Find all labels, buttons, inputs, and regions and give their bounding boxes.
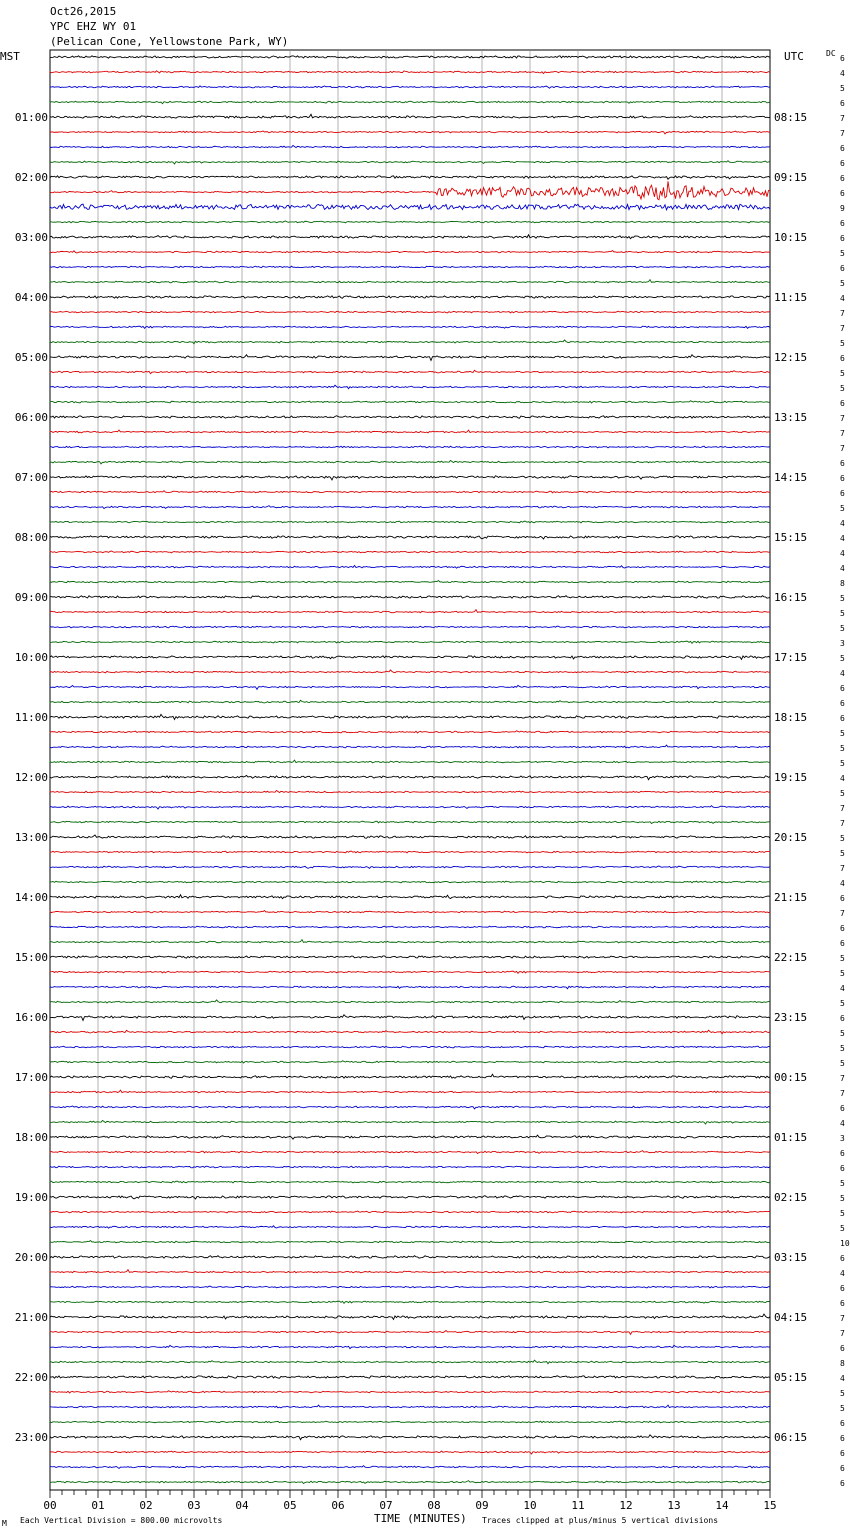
x-tick-label: 03 bbox=[187, 1499, 201, 1512]
dc-value: 7 bbox=[840, 324, 845, 333]
dc-value: 5 bbox=[840, 744, 845, 753]
dc-value: 7 bbox=[840, 129, 845, 138]
trace-row-54 bbox=[50, 866, 770, 868]
dc-value: 5 bbox=[840, 279, 845, 288]
trace-row-72 bbox=[50, 1135, 770, 1139]
mst-hour-label: 15:00 bbox=[14, 951, 48, 964]
trace-row-69 bbox=[50, 1090, 770, 1093]
utc-hour-label: 19:15 bbox=[774, 771, 808, 784]
trace-row-22 bbox=[50, 385, 770, 388]
trace-row-8 bbox=[50, 176, 770, 179]
trace-row-13 bbox=[50, 251, 770, 254]
x-tick-label: 11 bbox=[571, 1499, 585, 1512]
mst-hour-label: 17:00 bbox=[14, 1071, 48, 1084]
trace-row-59 bbox=[50, 940, 770, 943]
x-tick-label: 15 bbox=[763, 1499, 777, 1512]
trace-row-79 bbox=[50, 1241, 770, 1243]
dc-value: 6 bbox=[840, 234, 845, 243]
trace-row-35 bbox=[50, 581, 770, 583]
trace-row-48 bbox=[50, 775, 770, 779]
mst-hour-label: 10:00 bbox=[14, 651, 48, 664]
mst-hour-label: 09:00 bbox=[14, 591, 48, 604]
trace-row-65 bbox=[50, 1030, 770, 1033]
dc-value: 5 bbox=[840, 1389, 845, 1398]
x-tick-label: 10 bbox=[523, 1499, 537, 1512]
dc-value: 4 bbox=[840, 549, 845, 558]
dc-value: 5 bbox=[840, 954, 845, 963]
dc-value: 6 bbox=[840, 189, 845, 198]
trace-row-11 bbox=[50, 221, 770, 223]
utc-hour-label: 03:15 bbox=[774, 1251, 808, 1264]
dc-value: 5 bbox=[840, 504, 845, 513]
trace-row-57 bbox=[50, 911, 770, 913]
trace-row-76 bbox=[50, 1196, 770, 1199]
trace-row-85 bbox=[50, 1330, 770, 1334]
mst-hour-label: 02:00 bbox=[14, 171, 48, 184]
mst-hour-label: 22:00 bbox=[14, 1371, 48, 1384]
dc-value: 6 bbox=[840, 1464, 845, 1473]
x-tick-label: 14 bbox=[715, 1499, 729, 1512]
dc-value: 8 bbox=[840, 1359, 845, 1368]
dc-value: 4 bbox=[840, 1269, 845, 1278]
trace-row-50 bbox=[50, 806, 770, 809]
station-code: YPC EHZ WY 01 bbox=[50, 20, 137, 33]
utc-hour-label: 21:15 bbox=[774, 891, 808, 904]
trace-row-15 bbox=[50, 280, 770, 283]
trace-row-42 bbox=[50, 685, 770, 689]
dc-value: 7 bbox=[840, 1089, 845, 1098]
trace-row-62 bbox=[50, 986, 770, 989]
trace-row-43 bbox=[50, 700, 770, 703]
dc-value: 5 bbox=[840, 1044, 845, 1053]
dc-value: 6 bbox=[840, 99, 845, 108]
dc-value: 6 bbox=[840, 459, 845, 468]
dc-value: 5 bbox=[840, 384, 845, 393]
trace-row-70 bbox=[50, 1106, 770, 1109]
trace-row-45 bbox=[50, 731, 770, 733]
mst-hour-label: 18:00 bbox=[14, 1131, 48, 1144]
trace-row-73 bbox=[50, 1151, 770, 1154]
dc-value: 4 bbox=[840, 879, 845, 888]
clipping-note: Traces clipped at plus/minus 5 vertical divisions bbox=[482, 1516, 719, 1525]
trace-row-86 bbox=[50, 1345, 770, 1348]
mst-hour-label: 07:00 bbox=[14, 471, 48, 484]
trace-row-80 bbox=[50, 1256, 770, 1258]
mst-hour-label: 13:00 bbox=[14, 831, 48, 844]
trace-row-2 bbox=[50, 86, 770, 88]
trace-row-25 bbox=[50, 430, 770, 433]
utc-hour-label: 05:15 bbox=[774, 1371, 808, 1384]
trace-row-27 bbox=[50, 460, 770, 463]
dc-value: 6 bbox=[840, 1284, 845, 1293]
x-tick-label: 01 bbox=[91, 1499, 105, 1512]
utc-hour-label: 04:15 bbox=[774, 1311, 808, 1324]
trace-row-38 bbox=[50, 626, 770, 628]
dc-value: 7 bbox=[840, 819, 845, 828]
trace-row-92 bbox=[50, 1435, 770, 1440]
x-tick-label: 12 bbox=[619, 1499, 633, 1512]
dc-value: 6 bbox=[840, 1014, 845, 1023]
mst-hour-label: 08:00 bbox=[14, 531, 48, 544]
x-tick-label: 02 bbox=[139, 1499, 153, 1512]
trace-row-66 bbox=[50, 1046, 770, 1048]
dc-value: 9 bbox=[840, 204, 845, 213]
dc-value: 5 bbox=[840, 369, 845, 378]
dc-value: 4 bbox=[840, 564, 845, 573]
dc-value: 6 bbox=[840, 1254, 845, 1263]
trace-row-78 bbox=[50, 1226, 770, 1228]
trace-row-7 bbox=[50, 161, 770, 164]
dc-value: 7 bbox=[840, 1314, 845, 1323]
dc-value: 6 bbox=[840, 894, 845, 903]
dc-value: 6 bbox=[840, 399, 845, 408]
dc-value: 5 bbox=[840, 1209, 845, 1218]
dc-value: 7 bbox=[840, 444, 845, 453]
trace-row-67 bbox=[50, 1061, 770, 1063]
trace-row-87 bbox=[50, 1360, 770, 1363]
trace-row-95 bbox=[50, 1481, 770, 1484]
dc-value: 6 bbox=[840, 54, 845, 63]
trace-row-81 bbox=[50, 1270, 770, 1273]
dc-value: 6 bbox=[840, 1299, 845, 1308]
trace-row-9 bbox=[50, 181, 770, 199]
utc-hour-label: 11:15 bbox=[774, 291, 808, 304]
mst-hour-label: 16:00 bbox=[14, 1011, 48, 1024]
dc-value: 5 bbox=[840, 594, 845, 603]
mst-hour-label: 11:00 bbox=[14, 711, 48, 724]
dc-value: 5 bbox=[840, 609, 845, 618]
trace-row-75 bbox=[50, 1181, 770, 1183]
dc-value: 8 bbox=[840, 579, 845, 588]
x-tick-label: 13 bbox=[667, 1499, 681, 1512]
mst-hour-label: 06:00 bbox=[14, 411, 48, 424]
trace-row-91 bbox=[50, 1421, 770, 1423]
utc-hour-label: 12:15 bbox=[774, 351, 808, 364]
trace-row-12 bbox=[50, 235, 770, 239]
trace-row-21 bbox=[50, 370, 770, 373]
dc-value: 5 bbox=[840, 1404, 845, 1413]
utc-hour-label: 23:15 bbox=[774, 1011, 808, 1024]
trace-row-39 bbox=[50, 641, 770, 643]
trace-row-34 bbox=[50, 565, 770, 568]
right-timezone-label: UTC bbox=[784, 50, 804, 63]
trace-row-18 bbox=[50, 326, 770, 328]
trace-row-93 bbox=[50, 1451, 770, 1454]
trace-row-41 bbox=[50, 670, 770, 673]
x-axis-title: TIME (MINUTES) bbox=[374, 1512, 467, 1525]
trace-row-0 bbox=[50, 56, 770, 58]
dc-value: 6 bbox=[840, 1164, 845, 1173]
dc-value: 5 bbox=[840, 1194, 845, 1203]
dc-value: 6 bbox=[840, 684, 845, 693]
trace-row-37 bbox=[50, 610, 770, 613]
mst-hour-label: 01:00 bbox=[14, 111, 48, 124]
dc-column-label: DC bbox=[826, 49, 836, 58]
dc-value: 6 bbox=[840, 144, 845, 153]
dc-value: 7 bbox=[840, 414, 845, 423]
utc-hour-label: 00:15 bbox=[774, 1071, 808, 1084]
dc-value: 5 bbox=[840, 339, 845, 348]
dc-value: 5 bbox=[840, 834, 845, 843]
trace-row-29 bbox=[50, 491, 770, 493]
trace-row-61 bbox=[50, 971, 770, 973]
trace-row-10 bbox=[50, 204, 770, 210]
dc-value: 6 bbox=[840, 159, 845, 168]
trace-row-71 bbox=[50, 1120, 770, 1124]
mst-hour-label: 23:00 bbox=[14, 1431, 48, 1444]
trace-row-32 bbox=[50, 536, 770, 539]
utc-hour-label: 18:15 bbox=[774, 711, 808, 724]
utc-hour-label: 08:15 bbox=[774, 111, 808, 124]
trace-row-36 bbox=[50, 596, 770, 598]
utc-hour-label: 01:15 bbox=[774, 1131, 808, 1144]
dc-value: 5 bbox=[840, 789, 845, 798]
mst-hour-label: 14:00 bbox=[14, 891, 48, 904]
dc-value: 6 bbox=[840, 699, 845, 708]
trace-row-88 bbox=[50, 1376, 770, 1379]
dc-value: 6 bbox=[840, 264, 845, 273]
dc-value: 7 bbox=[840, 804, 845, 813]
x-tick-label: 09 bbox=[475, 1499, 489, 1512]
dc-value: 5 bbox=[840, 969, 845, 978]
trace-row-51 bbox=[50, 821, 770, 823]
trace-row-30 bbox=[50, 506, 770, 509]
trace-row-84 bbox=[50, 1314, 770, 1319]
mst-hour-label: 20:00 bbox=[14, 1251, 48, 1264]
dc-value: 5 bbox=[840, 84, 845, 93]
dc-value: 6 bbox=[840, 1344, 845, 1353]
utc-hour-label: 15:15 bbox=[774, 531, 808, 544]
trace-row-23 bbox=[50, 401, 770, 403]
trace-row-90 bbox=[50, 1405, 770, 1408]
x-tick-label: 07 bbox=[379, 1499, 393, 1512]
dc-value: 5 bbox=[840, 1224, 845, 1233]
x-tick-label: 08 bbox=[427, 1499, 441, 1512]
trace-row-68 bbox=[50, 1074, 770, 1078]
trace-row-63 bbox=[50, 1000, 770, 1003]
dc-value: 6 bbox=[840, 1104, 845, 1113]
trace-row-33 bbox=[50, 551, 770, 553]
trace-row-56 bbox=[50, 895, 770, 899]
dc-value: 6 bbox=[840, 174, 845, 183]
dc-value: 5 bbox=[840, 624, 845, 633]
dc-value: 5 bbox=[840, 1029, 845, 1038]
utc-hour-label: 14:15 bbox=[774, 471, 808, 484]
dc-value: 5 bbox=[840, 759, 845, 768]
dc-value: 6 bbox=[840, 714, 845, 723]
dc-value: 5 bbox=[840, 1059, 845, 1068]
vertical-scale-note: Each Vertical Division = 800.00 microvolts bbox=[20, 1516, 223, 1525]
trace-row-20 bbox=[50, 355, 770, 361]
dc-value: 4 bbox=[840, 294, 845, 303]
mst-hour-label: 12:00 bbox=[14, 771, 48, 784]
trace-row-28 bbox=[50, 476, 770, 480]
dc-value: 3 bbox=[840, 639, 845, 648]
trace-row-4 bbox=[50, 114, 770, 118]
utc-hour-label: 20:15 bbox=[774, 831, 808, 844]
x-tick-label: 06 bbox=[331, 1499, 345, 1512]
station-location: (Pelican Cone, Yellowstone Park, WY) bbox=[50, 35, 289, 48]
dc-value: 5 bbox=[840, 249, 845, 258]
trace-row-58 bbox=[50, 926, 770, 928]
dc-value: 5 bbox=[840, 1179, 845, 1188]
dc-value: 7 bbox=[840, 429, 845, 438]
trace-row-46 bbox=[50, 745, 770, 748]
mst-hour-label: 21:00 bbox=[14, 1311, 48, 1324]
dc-value: 4 bbox=[840, 69, 845, 78]
dc-value: 4 bbox=[840, 1119, 845, 1128]
utc-hour-label: 02:15 bbox=[774, 1191, 808, 1204]
x-tick-label: 05 bbox=[283, 1499, 297, 1512]
utc-hour-label: 16:15 bbox=[774, 591, 808, 604]
trace-row-52 bbox=[50, 835, 770, 838]
dc-value: 5 bbox=[840, 729, 845, 738]
dc-value: 6 bbox=[840, 354, 845, 363]
trace-row-89 bbox=[50, 1391, 770, 1393]
trace-row-24 bbox=[50, 416, 770, 418]
x-tick-label: 00 bbox=[43, 1499, 57, 1512]
dc-value: 6 bbox=[840, 1149, 845, 1158]
mst-hour-label: 04:00 bbox=[14, 291, 48, 304]
trace-row-40 bbox=[50, 656, 770, 660]
dc-value: 6 bbox=[840, 489, 845, 498]
dc-value: 10 bbox=[840, 1239, 850, 1248]
trace-row-53 bbox=[50, 851, 770, 853]
utc-hour-label: 10:15 bbox=[774, 231, 808, 244]
dc-value: 5 bbox=[840, 999, 845, 1008]
dc-value: 4 bbox=[840, 669, 845, 678]
trace-row-14 bbox=[50, 266, 770, 268]
dc-value: 5 bbox=[840, 654, 845, 663]
trace-row-44 bbox=[50, 714, 770, 719]
x-tick-label: 04 bbox=[235, 1499, 249, 1512]
dc-value: 7 bbox=[840, 1074, 845, 1083]
trace-row-3 bbox=[50, 101, 770, 104]
dc-value: 7 bbox=[840, 1329, 845, 1338]
dc-value: 4 bbox=[840, 519, 845, 528]
dc-value: 6 bbox=[840, 474, 845, 483]
dc-value: 6 bbox=[840, 939, 845, 948]
mst-hour-label: 03:00 bbox=[14, 231, 48, 244]
dc-value: 5 bbox=[840, 849, 845, 858]
trace-row-31 bbox=[50, 521, 770, 523]
trace-row-19 bbox=[50, 340, 770, 344]
dc-value: 4 bbox=[840, 774, 845, 783]
corner-mark: M bbox=[2, 1519, 7, 1528]
dc-value: 6 bbox=[840, 1419, 845, 1428]
dc-value: 7 bbox=[840, 864, 845, 873]
dc-value: 3 bbox=[840, 1134, 845, 1143]
dc-value: 6 bbox=[840, 1479, 845, 1488]
dc-value: 4 bbox=[840, 1374, 845, 1383]
plot-date: Oct26,2015 bbox=[50, 5, 117, 18]
trace-row-1 bbox=[50, 71, 770, 74]
trace-row-60 bbox=[50, 956, 770, 958]
dc-value: 6 bbox=[840, 219, 845, 228]
plot-frame bbox=[50, 50, 770, 1490]
trace-row-16 bbox=[50, 296, 770, 298]
mst-hour-label: 19:00 bbox=[14, 1191, 48, 1204]
dc-value: 6 bbox=[840, 1434, 845, 1443]
trace-row-83 bbox=[50, 1301, 770, 1303]
trace-row-74 bbox=[50, 1166, 770, 1168]
mst-hour-label: 05:00 bbox=[14, 351, 48, 364]
trace-row-55 bbox=[50, 881, 770, 883]
dc-value: 6 bbox=[840, 924, 845, 933]
left-timezone-label: MST bbox=[0, 50, 20, 63]
trace-row-64 bbox=[50, 1015, 770, 1021]
dc-value: 7 bbox=[840, 114, 845, 123]
trace-row-47 bbox=[50, 760, 770, 763]
utc-hour-label: 17:15 bbox=[774, 651, 808, 664]
trace-row-17 bbox=[50, 311, 770, 313]
utc-hour-label: 13:15 bbox=[774, 411, 808, 424]
utc-hour-label: 06:15 bbox=[774, 1431, 808, 1444]
dc-value: 4 bbox=[840, 534, 845, 543]
trace-row-82 bbox=[50, 1286, 770, 1288]
dc-value: 7 bbox=[840, 909, 845, 918]
dc-value: 7 bbox=[840, 309, 845, 318]
utc-hour-label: 22:15 bbox=[774, 951, 808, 964]
trace-row-94 bbox=[50, 1466, 770, 1469]
trace-row-5 bbox=[50, 131, 770, 134]
trace-row-77 bbox=[50, 1210, 770, 1212]
trace-row-26 bbox=[50, 446, 770, 448]
trace-row-6 bbox=[50, 145, 770, 147]
utc-hour-label: 09:15 bbox=[774, 171, 808, 184]
dc-value: 4 bbox=[840, 984, 845, 993]
dc-value: 6 bbox=[840, 1449, 845, 1458]
trace-row-49 bbox=[50, 790, 770, 792]
